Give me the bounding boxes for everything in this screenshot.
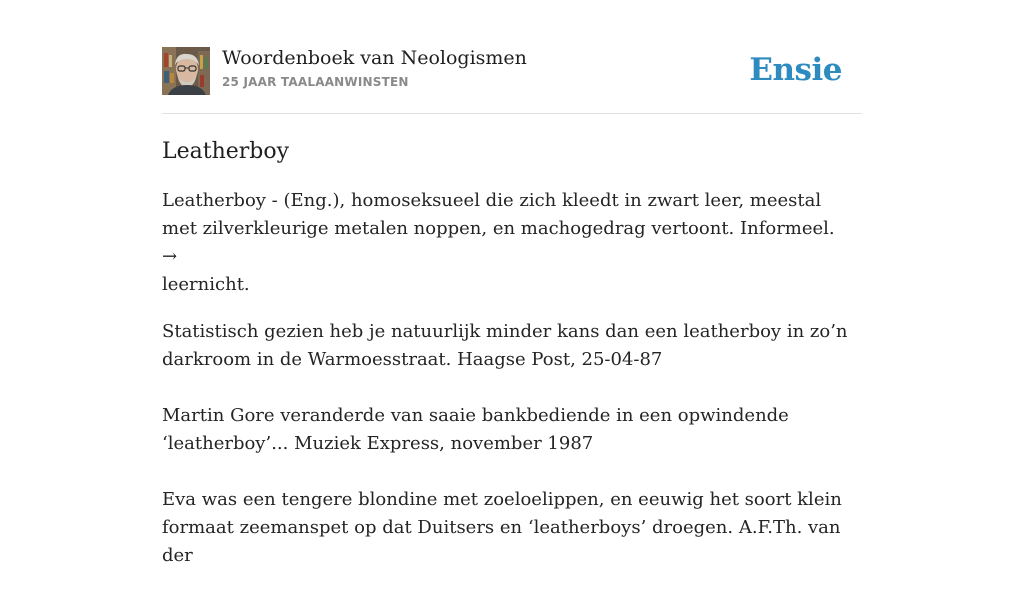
author-avatar[interactable] xyxy=(162,47,210,95)
entry-title: Leatherboy xyxy=(162,139,290,164)
quote-list xyxy=(162,318,862,570)
quote-item: Eva was een tengere blondine met zoeloelippen, en eeuwig het soort klein formaat zeemanspet op dat Duitsers en ‘leatherboys’ droegen. A.F.Th. van der xyxy=(162,489,842,566)
brand-logo-link[interactable]: Ensie xyxy=(749,52,842,88)
see-also-link[interactable]: leernicht. xyxy=(162,274,250,295)
header-divider xyxy=(162,113,862,114)
site-title[interactable]: Woordenboek van Neologismen xyxy=(222,47,527,69)
site-subtitle: 25 JAAR TAALAANWINSTEN xyxy=(222,75,409,89)
quote-item: Statistisch gezien heb je natuurlijk minder kans dan een leatherboy in zo’n darkroom in de Warmoesstraat. Haagse Post, 25-04-87 xyxy=(162,321,848,370)
entry-article xyxy=(162,136,862,598)
entry-definition xyxy=(162,187,852,299)
definition-text: Leatherboy - (Eng.), homoseksueel die zich kleedt in zwart leer, meestal met zilverkleurige metalen noppen, en machogedrag vertoont. Informeel. xyxy=(162,190,835,239)
see-also-arrow-icon[interactable]: → xyxy=(162,246,178,267)
quote-item: Martin Gore veranderde van saaie bankbediende in een opwindende ‘leatherboy’... Muziek Express, november 1987 xyxy=(162,405,789,454)
site-header xyxy=(162,46,862,96)
